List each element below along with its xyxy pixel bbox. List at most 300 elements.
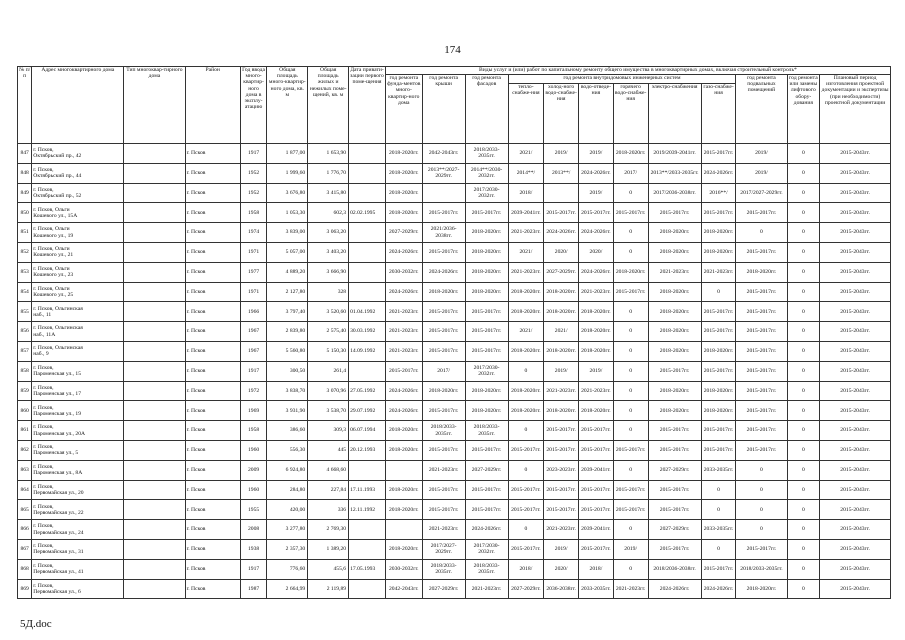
cell-plan: 2015-2043гг. <box>820 183 891 203</box>
table-row <box>18 282 891 302</box>
cell-electro: 2017/2036-2038гг. <box>648 183 701 203</box>
cell-sewer: 2019/ <box>579 183 614 203</box>
cell-living-area: 445 <box>308 440 349 460</box>
cell-roof: 2017/2027-2029гг. <box>422 539 465 559</box>
cell-foundation: 2030-2032гг. <box>385 262 422 282</box>
cell-address <box>32 579 124 599</box>
cell-hot: 0 <box>613 381 648 401</box>
cell-total-area: 284,80 <box>267 480 308 500</box>
address-line-2: Первомайская ул., 20 <box>33 489 84 496</box>
cell-roof: 2021-2023гг. <box>422 520 465 540</box>
cell-heat: 2015-2017гг. <box>508 500 544 520</box>
cell-hot: 0 <box>613 361 648 381</box>
cell-hot: 0 <box>613 242 648 262</box>
address-line-1: г. Псков, <box>33 404 54 411</box>
cell-cold: 2018-2020гг. <box>544 401 579 421</box>
cell-gas: 2018-2020гг. <box>701 401 736 421</box>
cell-total-area: 2 664,99 <box>267 579 308 599</box>
cell-privatization <box>349 539 386 559</box>
cell-gas: 2024-2026гг. <box>701 163 736 183</box>
cell-type <box>124 322 185 342</box>
cell-plan: 2015-2043гг. <box>820 242 891 262</box>
cell-living-area: 309,3 <box>308 421 349 441</box>
cell-foundation: 2024-2026гг. <box>385 401 422 421</box>
cell-lift: 0 <box>787 500 820 520</box>
cell-living-area: 3 070,96 <box>308 381 349 401</box>
cell-foundation: 2018-2020гг. <box>385 440 422 460</box>
cell-lift: 0 <box>787 262 820 282</box>
cell-cold: 2020/ <box>544 242 579 262</box>
header-year: Год ввода много-квартир-ного дома в эксплу-атацию <box>240 67 267 144</box>
cell-foundation: 2021-2023гг. <box>385 322 422 342</box>
cell-gas: 2016**/ <box>701 183 736 203</box>
cell-heat: 2018-2020гг. <box>508 302 544 322</box>
cell-year: 1958 <box>240 421 267 441</box>
table-body <box>18 144 891 599</box>
cell-type <box>124 381 185 401</box>
address-line-1: г. Псков, <box>33 147 54 154</box>
cell-year: 1971 <box>240 242 267 262</box>
header-plan: Плановый период изготовления проектной документации и экспертизы (при необходимости) проектной документации <box>820 75 891 144</box>
cell-roof: 2018/2033-2035гг. <box>422 421 465 441</box>
cell-lift: 0 <box>787 341 820 361</box>
cell-plan: 2015-2043гг. <box>820 539 891 559</box>
cell-cold: 2021/ <box>544 322 579 342</box>
cell-electro: 2027-2029гг. <box>648 460 701 480</box>
cell-year: 1977 <box>240 262 267 282</box>
cell-gas: 2015-2017гг. <box>701 144 736 164</box>
cell-basement: 2015-2017гг. <box>736 361 787 381</box>
cell-sewer: 2024-2026гг. <box>579 262 614 282</box>
cell-address <box>32 262 124 282</box>
cell-sewer: 2039-2041гг. <box>579 520 614 540</box>
header-roof: год ремонта крыши <box>422 75 465 144</box>
cell-type <box>124 163 185 183</box>
cell-type <box>124 144 185 164</box>
header-basement: год ремонта подвальных помещений <box>736 75 787 144</box>
cell-cold: 2013**/ <box>544 163 579 183</box>
cell-privatization <box>349 183 386 203</box>
cell-roof: 2015-2017гг. <box>422 401 465 421</box>
cell-district: г. Псков <box>185 262 240 282</box>
cell-sewer: 2015-2017гг. <box>579 539 614 559</box>
cell-hot: 0 <box>613 223 648 243</box>
cell-cold: 2036-2038гг. <box>544 579 579 599</box>
cell-type <box>124 460 185 480</box>
cell-address <box>32 242 124 262</box>
cell-type <box>124 223 185 243</box>
cell-facade: 2018-2020гг. <box>465 242 508 262</box>
address-line-1: г. Псков, Ольгинская <box>33 325 83 332</box>
cell-year: 1969 <box>240 401 267 421</box>
footer-filename: 5Д.doc <box>20 618 52 630</box>
cell-plan: 2015-2043гг. <box>820 262 891 282</box>
address-line-1: г. Псков, <box>33 582 54 589</box>
cell-gas: 2018-2020гг. <box>701 341 736 361</box>
cell-lift: 0 <box>787 242 820 262</box>
cell-plan: 2015-2043гг. <box>820 223 891 243</box>
cell-address <box>32 282 124 302</box>
cell-living-area: 2 769,30 <box>308 520 349 540</box>
cell-electro: 2018-2020гг. <box>648 322 701 342</box>
cell-type <box>124 262 185 282</box>
cell-foundation: 2030-2032гг. <box>385 559 422 579</box>
cell-cold: 2015-2017гг. <box>544 440 579 460</box>
table-row <box>18 322 891 342</box>
cell-gas: 2015-2017гг. <box>701 302 736 322</box>
cell-address <box>32 144 124 164</box>
cell-sewer: 2039-2041гг. <box>579 460 614 480</box>
cell-type <box>124 579 185 599</box>
cell-type <box>124 361 185 381</box>
cell-hot: 2019/ <box>613 539 648 559</box>
cell-privatization <box>349 262 386 282</box>
cell-living-area: 3 403,20 <box>308 242 349 262</box>
cell-electro: 2018-2020гг. <box>648 223 701 243</box>
cell-electro: 2015-2017гг. <box>648 203 701 223</box>
cell-heat: 2021/ <box>508 144 544 164</box>
cell-total-area: 3 797,40 <box>267 302 308 322</box>
cell-lift: 0 <box>787 401 820 421</box>
cell-living-area: 3 538,70 <box>308 401 349 421</box>
cell-no: 861 <box>18 421 32 441</box>
table-row <box>18 401 891 421</box>
cell-hot: 0 <box>613 341 648 361</box>
cell-gas: 0 <box>701 282 736 302</box>
cell-year: 1974 <box>240 223 267 243</box>
address-line-2: наб., 11 <box>33 311 52 318</box>
cell-lift: 0 <box>787 480 820 500</box>
cell-heat: 2018/ <box>508 183 544 203</box>
cell-plan: 2015-2043гг. <box>820 480 891 500</box>
table-row <box>18 460 891 480</box>
cell-hot: 0 <box>613 559 648 579</box>
cell-basement: 2015-2017гг. <box>736 242 787 262</box>
cell-lift: 0 <box>787 539 820 559</box>
cell-facade: 2018-2020гг. <box>465 223 508 243</box>
cell-cold: 2021-2023гг. <box>544 520 579 540</box>
header-living-area: Общая площадь жилых и нежилых поме-щений, кв. м <box>308 67 349 144</box>
cell-living-area: 1 776,70 <box>308 163 349 183</box>
cell-no: 864 <box>18 480 32 500</box>
cell-total-area: 300,50 <box>267 361 308 381</box>
address-line-1: г. Псков, <box>33 166 54 173</box>
cell-plan: 2015-2043гг. <box>820 500 891 520</box>
cell-total-area: 6 924,80 <box>267 460 308 480</box>
cell-cold: 2015-2017гг. <box>544 421 579 441</box>
cell-foundation: 2018-2020гг. <box>385 144 422 164</box>
cell-foundation: 2018-2020гг. <box>385 500 422 520</box>
cell-living-area: 3 063,20 <box>308 223 349 243</box>
cell-year: 1960 <box>240 440 267 460</box>
cell-electro: 2015-2017гг. <box>648 440 701 460</box>
cell-cold: 2021-2023гг. <box>544 381 579 401</box>
cell-living-area: 4 668,60 <box>308 460 349 480</box>
cell-year: 1960 <box>240 480 267 500</box>
cell-hot: 2015-2017гг. <box>613 500 648 520</box>
cell-basement: 2015-2017гг. <box>736 341 787 361</box>
cell-roof: 2015-2017гг. <box>422 341 465 361</box>
cell-no: 847 <box>18 144 32 164</box>
cell-facade: 2018-2020гг. <box>465 401 508 421</box>
cell-total-area: 4 889,20 <box>267 262 308 282</box>
cell-facade: 2015-2017гг. <box>465 440 508 460</box>
table-row <box>18 539 891 559</box>
cell-facade: 2018/2033-2035гг. <box>465 559 508 579</box>
cell-privatization: 30.03.1992 <box>349 322 386 342</box>
cell-address <box>32 421 124 441</box>
cell-no: 850 <box>18 203 32 223</box>
cell-foundation: 2018-2020гг. <box>385 539 422 559</box>
cell-district: г. Псков <box>185 302 240 322</box>
cell-facade: 2015-2017гг. <box>465 302 508 322</box>
cell-electro: 2015-2017гг. <box>648 539 701 559</box>
cell-district: г. Псков <box>185 242 240 262</box>
cell-hot: 0 <box>613 183 648 203</box>
cell-address <box>32 163 124 183</box>
cell-district: г. Псков <box>185 480 240 500</box>
cell-gas: 0 <box>701 480 736 500</box>
address-line-1: г. Псков, Ольги <box>33 265 70 272</box>
cell-hot: 0 <box>613 421 648 441</box>
cell-district: г. Псков <box>185 361 240 381</box>
cell-district: г. Псков <box>185 460 240 480</box>
cell-sewer: 2024-2026гг. <box>579 223 614 243</box>
cell-heat: 2018-2020гг. <box>508 282 544 302</box>
cell-total-area: 2 839,80 <box>267 322 308 342</box>
cell-basement: 2015-2017гг. <box>736 203 787 223</box>
cell-district: г. Псков <box>185 579 240 599</box>
cell-year: 1971 <box>240 282 267 302</box>
table-row <box>18 203 891 223</box>
table-row <box>18 242 891 262</box>
cell-sewer: 2015-2017гг. <box>579 421 614 441</box>
cell-gas: 2015-2017гг. <box>701 322 736 342</box>
cell-heat: 2021/ <box>508 242 544 262</box>
cell-total-area: 420,00 <box>267 500 308 520</box>
table-row <box>18 183 891 203</box>
address-line-1: г. Псков, <box>33 483 54 490</box>
cell-no: 853 <box>18 262 32 282</box>
cell-hot: 2015-2017гг. <box>613 440 648 460</box>
cell-living-area: 455,6 <box>308 559 349 579</box>
cell-sewer: 2019/ <box>579 144 614 164</box>
address-line-2: Пароменская ул., 17 <box>33 390 82 397</box>
cell-address <box>32 440 124 460</box>
cell-privatization <box>349 520 386 540</box>
cell-district: г. Псков <box>185 421 240 441</box>
header-address: Адрес многоквартирного дома <box>32 67 124 144</box>
cell-basement: 2015-2017гг. <box>736 322 787 342</box>
cell-district: г. Псков <box>185 223 240 243</box>
address-line-2: Пароменская ул., 5 <box>33 450 79 457</box>
cell-cold: 2015-2017гг. <box>544 500 579 520</box>
address-line-1: г. Псков, <box>33 562 54 569</box>
cell-lift: 0 <box>787 144 820 164</box>
cell-heat: 2018/ <box>508 559 544 579</box>
cell-type <box>124 183 185 203</box>
cell-roof: 2015-2017гг. <box>422 203 465 223</box>
cell-gas: 2015-2017гг. <box>701 559 736 579</box>
cell-hot: 2021-2023гг. <box>613 579 648 599</box>
table-row <box>18 302 891 322</box>
cell-hot: 2017/ <box>613 163 648 183</box>
cell-type <box>124 341 185 361</box>
cell-type <box>124 302 185 322</box>
cell-gas: 2015-2017гг. <box>701 361 736 381</box>
cell-electro: 2018-2020гг. <box>648 341 701 361</box>
cell-sewer: 2015-2017гг. <box>579 500 614 520</box>
cell-sewer: 2018-2020гг. <box>579 302 614 322</box>
header-systems: год ремонта внутридомовых инженерных систем <box>508 75 736 84</box>
cell-roof: 2042-2043гг. <box>422 144 465 164</box>
cell-privatization <box>349 460 386 480</box>
cell-facade: 2015-2017гг. <box>465 341 508 361</box>
cell-gas: 2018-2020гг. <box>701 381 736 401</box>
cell-district: г. Псков <box>185 183 240 203</box>
cell-gas: 2015-2017гг. <box>701 440 736 460</box>
address-line-2: Кошевого ул., 19 <box>33 232 74 239</box>
cell-heat: 2021/ <box>508 322 544 342</box>
cell-electro: 2015-2017гг. <box>648 480 701 500</box>
cell-facade: 2017/2030-2032гг. <box>465 539 508 559</box>
cell-no: 848 <box>18 163 32 183</box>
cell-no: 869 <box>18 579 32 599</box>
cell-privatization: 17.11.1993 <box>349 480 386 500</box>
cell-basement: 0 <box>736 480 787 500</box>
cell-hot: 0 <box>613 302 648 322</box>
cell-living-area: 1 653,90 <box>308 144 349 164</box>
cell-type <box>124 559 185 579</box>
cell-electro: 2018/2036-2038гг. <box>648 559 701 579</box>
cell-total-area: 1 999,60 <box>267 163 308 183</box>
cell-gas: 2033-2035гг. <box>701 460 736 480</box>
cell-basement: 0 <box>736 460 787 480</box>
cell-foundation: 2018-2020гг. <box>385 163 422 183</box>
cell-living-area: 5 150,30 <box>308 341 349 361</box>
cell-total-area: 556,30 <box>267 440 308 460</box>
cell-foundation: 2018-2020гг. <box>385 203 422 223</box>
cell-privatization: 06.07.1994 <box>349 421 386 441</box>
cell-total-area: 3 931,90 <box>267 401 308 421</box>
cell-living-area: 2 119,89 <box>308 579 349 599</box>
cell-total-area: 3 277,80 <box>267 520 308 540</box>
cell-plan: 2015-2043гг. <box>820 282 891 302</box>
cell-total-area: 5 057,00 <box>267 242 308 262</box>
cell-roof: 2013**/2027-2029гг. <box>422 163 465 183</box>
cell-gas: 2015-2017гг. <box>701 421 736 441</box>
cell-type <box>124 520 185 540</box>
cell-plan: 2015-2043гг. <box>820 440 891 460</box>
cell-roof: 2015-2017гг. <box>422 480 465 500</box>
address-line-2: Первомайская ул., 22 <box>33 509 84 516</box>
cell-year: 1952 <box>240 183 267 203</box>
cell-plan: 2015-2043гг. <box>820 520 891 540</box>
cell-lift: 0 <box>787 361 820 381</box>
cell-sewer: 2015-2017гг. <box>579 203 614 223</box>
cell-cold: 2018-2020гг. <box>544 341 579 361</box>
table-row <box>18 480 891 500</box>
cell-cold: 2015-2017гг. <box>544 480 579 500</box>
cell-roof: 2017/ <box>422 361 465 381</box>
cell-total-area: 5 560,80 <box>267 341 308 361</box>
cell-gas: 0 <box>701 500 736 520</box>
cell-basement: 2019/ <box>736 144 787 164</box>
table-row <box>18 559 891 579</box>
cell-electro: 2015-2017гг. <box>648 421 701 441</box>
cell-no: 856 <box>18 322 32 342</box>
cell-lift: 0 <box>787 460 820 480</box>
cell-privatization: 20.12.1993 <box>349 440 386 460</box>
cell-privatization: 02.02.1995 <box>349 203 386 223</box>
cell-total-area: 1 053,30 <box>267 203 308 223</box>
cell-lift: 0 <box>787 579 820 599</box>
cell-type <box>124 421 185 441</box>
cell-cold: 2019/ <box>544 539 579 559</box>
cell-heat: 2039-2041гг. <box>508 203 544 223</box>
cell-district: г. Псков <box>185 322 240 342</box>
cell-basement: 0 <box>736 223 787 243</box>
page-number: 174 <box>444 44 461 56</box>
cell-electro: 2018-2020гг. <box>648 401 701 421</box>
cell-plan: 2015-2043гг. <box>820 163 891 183</box>
cell-living-area: 3 666,90 <box>308 262 349 282</box>
cell-no: 855 <box>18 302 32 322</box>
cell-no: 857 <box>18 341 32 361</box>
table-row <box>18 223 891 243</box>
cell-plan: 2015-2043гг. <box>820 559 891 579</box>
cell-cold: 2020/ <box>544 559 579 579</box>
cell-cold: 2023-2023гг. <box>544 460 579 480</box>
cell-basement: 2018-2020гг. <box>736 579 787 599</box>
cell-sewer: 2015-2017гг. <box>579 440 614 460</box>
cell-foundation: 2024-2026гг. <box>385 242 422 262</box>
cell-privatization: 17.05.1993 <box>349 559 386 579</box>
cell-lift: 0 <box>787 282 820 302</box>
cell-year: 1955 <box>240 500 267 520</box>
header-sewer: водо-отведе-ния <box>579 84 614 144</box>
cell-address <box>32 559 124 579</box>
header-type: Тип многоквар-тирного дома <box>124 67 185 144</box>
cell-no: 851 <box>18 223 32 243</box>
cell-foundation: 2024-2026гг. <box>385 282 422 302</box>
cell-privatization <box>349 223 386 243</box>
cell-address <box>32 302 124 322</box>
address-line-2: Октябрьский пр., 52 <box>33 192 82 199</box>
cell-heat: 0 <box>508 421 544 441</box>
cell-address <box>32 460 124 480</box>
address-line-2: Кошевого ул., 15А <box>33 212 78 219</box>
cell-lift: 0 <box>787 163 820 183</box>
cell-gas: 2015-2017гг. <box>701 203 736 223</box>
cell-total-area: 3 676,80 <box>267 183 308 203</box>
cell-plan: 2015-2043гг. <box>820 322 891 342</box>
address-line-1: г. Псков, <box>33 543 54 550</box>
address-line-2: Пароменская ул., 8А <box>33 470 83 477</box>
cell-heat: 2018-2020гг. <box>508 381 544 401</box>
cell-lift: 0 <box>787 440 820 460</box>
cell-cold: 2027-2029гг. <box>544 262 579 282</box>
address-line-2: Кошевого ул., 21 <box>33 252 74 259</box>
cell-type <box>124 500 185 520</box>
cell-facade: 2015-2017гг. <box>465 203 508 223</box>
cell-basement: 2015-2017гг. <box>736 381 787 401</box>
cell-hot: 2018-2020гг. <box>613 262 648 282</box>
cell-living-area: 261,4 <box>308 361 349 381</box>
address-line-2: Октябрьский пр., 42 <box>33 153 82 160</box>
header-services: Виды услуг и (или) работ по капитальному ремонту общего имущества в многоквартирных домах, включая строительный контроль* <box>385 67 890 75</box>
cell-address <box>32 539 124 559</box>
